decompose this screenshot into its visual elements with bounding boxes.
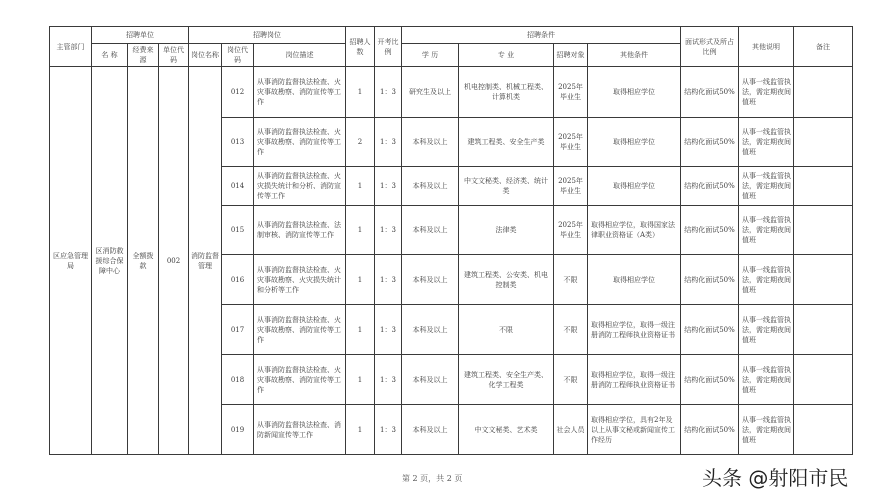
cell-other-cond: 取得相应学位，取得国家法律职业资格证（A类） <box>588 206 681 255</box>
cell-headcount: 2 <box>346 118 375 167</box>
cell-unit-name: 区消防救援综合保障中心 <box>92 67 128 455</box>
header-post-name: 岗位名称 <box>189 44 222 67</box>
cell-ratio: 1：3 <box>375 355 402 405</box>
cell-post-code: 016 <box>222 255 254 305</box>
cell-target: 2025年毕业生 <box>554 206 588 255</box>
table-row <box>50 67 853 118</box>
header-target: 招聘对象 <box>554 44 588 67</box>
cell-post-code: 015 <box>222 206 254 255</box>
cell-major: 建筑工程类、安全生产类、化学工程类 <box>459 355 554 405</box>
recruitment-table-container <box>49 26 853 455</box>
cell-other-cond: 取得相应学位 <box>588 67 681 118</box>
cell-education: 本科及以上 <box>402 405 459 455</box>
cell-interview: 结构化面试50% <box>681 305 739 355</box>
cell-post-code: 019 <box>222 405 254 455</box>
cell-other-note: 从事一线监管执法，需定期夜间值班 <box>739 405 794 455</box>
header-headcount: 招聘人数 <box>346 27 375 67</box>
cell-other-cond: 取得相应学位，取得一级注册消防工程师执业资格证书 <box>588 305 681 355</box>
cell-interview: 结构化面试50% <box>681 355 739 405</box>
header-interview: 面试形式及所占比例 <box>681 27 739 67</box>
cell-ratio: 1：3 <box>375 67 402 118</box>
cell-post-desc: 从事消防监督执法检查、消防新闻宣传等工作 <box>254 405 346 455</box>
header-remark: 备注 <box>794 27 853 67</box>
cell-ratio: 1：3 <box>375 305 402 355</box>
cell-post-desc: 从事消防监督执法检查、法制审核、消防宣传等工作 <box>254 206 346 255</box>
cell-other-cond: 取得相应学位，取得一级注册消防工程师执业资格证书 <box>588 355 681 405</box>
cell-major: 机电控制类、机械工程类、计算机类 <box>459 67 554 118</box>
cell-target: 不限 <box>554 355 588 405</box>
cell-target: 2025年毕业生 <box>554 167 588 206</box>
cell-ratio: 1：3 <box>375 255 402 305</box>
cell-post-code: 018 <box>222 355 254 405</box>
recruitment-table <box>49 26 853 455</box>
cell-major: 建筑工程类、公安类、机电控制类 <box>459 255 554 305</box>
cell-major: 中文文秘类、艺术类 <box>459 405 554 455</box>
header-ratio: 开考比例 <box>375 27 402 67</box>
cell-headcount: 1 <box>346 255 375 305</box>
header-other-note: 其他说明 <box>739 27 794 67</box>
cell-remark <box>794 305 853 355</box>
cell-other-cond: 取得相应学位，具有2年及以上从事文秘或新闻宣传工作经历 <box>588 405 681 455</box>
header-funding: 经费来源 <box>128 44 159 67</box>
cell-headcount: 1 <box>346 405 375 455</box>
page-number: 第 2 页，共 2 页 <box>402 474 463 483</box>
cell-headcount: 1 <box>346 206 375 255</box>
header-unit-group: 招聘单位 <box>92 27 189 44</box>
cell-other-cond: 取得相应学位 <box>588 118 681 167</box>
cell-other-note: 从事一线监管执法，需定期夜间值班 <box>739 255 794 305</box>
cell-other-note: 从事一线监管执法，需定期夜间值班 <box>739 355 794 405</box>
cell-other-note: 从事一线监管执法，需定期夜间值班 <box>739 206 794 255</box>
cell-headcount: 1 <box>346 355 375 405</box>
cell-major: 法律类 <box>459 206 554 255</box>
cell-other-note: 从事一线监管执法，需定期夜间值班 <box>739 167 794 206</box>
cell-major: 建筑工程类、安全生产类 <box>459 118 554 167</box>
cell-post-code: 014 <box>222 167 254 206</box>
header-other-cond: 其他条件 <box>588 44 681 67</box>
cell-major: 不限 <box>459 305 554 355</box>
cell-target: 不限 <box>554 305 588 355</box>
header-cond-group: 招聘条件 <box>402 27 681 44</box>
header-post-group: 招聘岗位 <box>189 27 346 44</box>
cell-ratio: 1：3 <box>375 206 402 255</box>
cell-remark <box>794 355 853 405</box>
cell-education: 本科及以上 <box>402 255 459 305</box>
cell-post-desc: 从事消防监督执法检查、火灾事故勘察、消防宣传等工作 <box>254 355 346 405</box>
cell-ratio: 1：3 <box>375 167 402 206</box>
cell-education: 本科及以上 <box>402 355 459 405</box>
cell-interview: 结构化面试50% <box>681 118 739 167</box>
cell-remark <box>794 206 853 255</box>
cell-other-cond: 取得相应学位 <box>588 167 681 206</box>
cell-other-note: 从事一线监管执法，需定期夜间值班 <box>739 118 794 167</box>
cell-target: 不限 <box>554 255 588 305</box>
cell-funding: 全额拨款 <box>128 67 159 455</box>
cell-other-cond: 取得相应学位 <box>588 255 681 305</box>
cell-remark <box>794 118 853 167</box>
cell-post-name: 消防监督管理 <box>189 67 222 455</box>
cell-interview: 结构化面试50% <box>681 255 739 305</box>
cell-education: 本科及以上 <box>402 167 459 206</box>
cell-remark <box>794 255 853 305</box>
cell-interview: 结构化面试50% <box>681 206 739 255</box>
header-unit-code: 单位代码 <box>159 44 189 67</box>
cell-remark <box>794 405 853 455</box>
cell-post-desc: 从事消防监督执法检查、火灾损失统计和分析、消防宣传等工作 <box>254 167 346 206</box>
cell-post-desc: 从事消防监督执法检查、火灾事故勘察、消防宣传等工作 <box>254 305 346 355</box>
cell-education: 本科及以上 <box>402 118 459 167</box>
cell-interview: 结构化面试50% <box>681 405 739 455</box>
cell-post-code: 013 <box>222 118 254 167</box>
cell-remark <box>794 167 853 206</box>
cell-post-desc: 从事消防监督执法检查、火灾事故勘察、消防宣传等工作 <box>254 67 346 118</box>
cell-ratio: 1：3 <box>375 118 402 167</box>
cell-other-note: 从事一线监管执法，需定期夜间值班 <box>739 67 794 118</box>
cell-headcount: 1 <box>346 305 375 355</box>
cell-target: 2025年毕业生 <box>554 67 588 118</box>
cell-dept: 区应急管理局 <box>50 67 92 455</box>
cell-target: 2025年毕业生 <box>554 118 588 167</box>
cell-post-desc: 从事消防监督执法检查、火灾事故勘察、消防宣传等工作 <box>254 118 346 167</box>
header-post-code: 岗位代码 <box>222 44 254 67</box>
cell-education: 本科及以上 <box>402 305 459 355</box>
cell-post-desc: 从事消防监督执法检查、火灾事故勘察、火灾损失统计和分析等工作 <box>254 255 346 305</box>
header-post-desc: 岗位描述 <box>254 44 346 67</box>
cell-interview: 结构化面试50% <box>681 167 739 206</box>
cell-headcount: 1 <box>346 67 375 118</box>
cell-major: 中文文秘类、经济类、统计类 <box>459 167 554 206</box>
cell-post-code: 012 <box>222 67 254 118</box>
header-dept: 主管部门 <box>50 27 92 67</box>
header-education: 学 历 <box>402 44 459 67</box>
cell-education: 研究生及以上 <box>402 67 459 118</box>
cell-headcount: 1 <box>346 167 375 206</box>
header-major: 专 业 <box>459 44 554 67</box>
cell-unit-code: 002 <box>159 67 189 455</box>
header-unit-name: 名 称 <box>92 44 128 67</box>
cell-interview: 结构化面试50% <box>681 67 739 118</box>
watermark: 头条 @射阳市民 <box>702 466 849 490</box>
cell-post-code: 017 <box>222 305 254 355</box>
cell-target: 社会人员 <box>554 405 588 455</box>
cell-remark <box>794 67 853 118</box>
cell-other-note: 从事一线监管执法，需定期夜间值班 <box>739 305 794 355</box>
cell-education: 本科及以上 <box>402 206 459 255</box>
cell-ratio: 1：3 <box>375 405 402 455</box>
